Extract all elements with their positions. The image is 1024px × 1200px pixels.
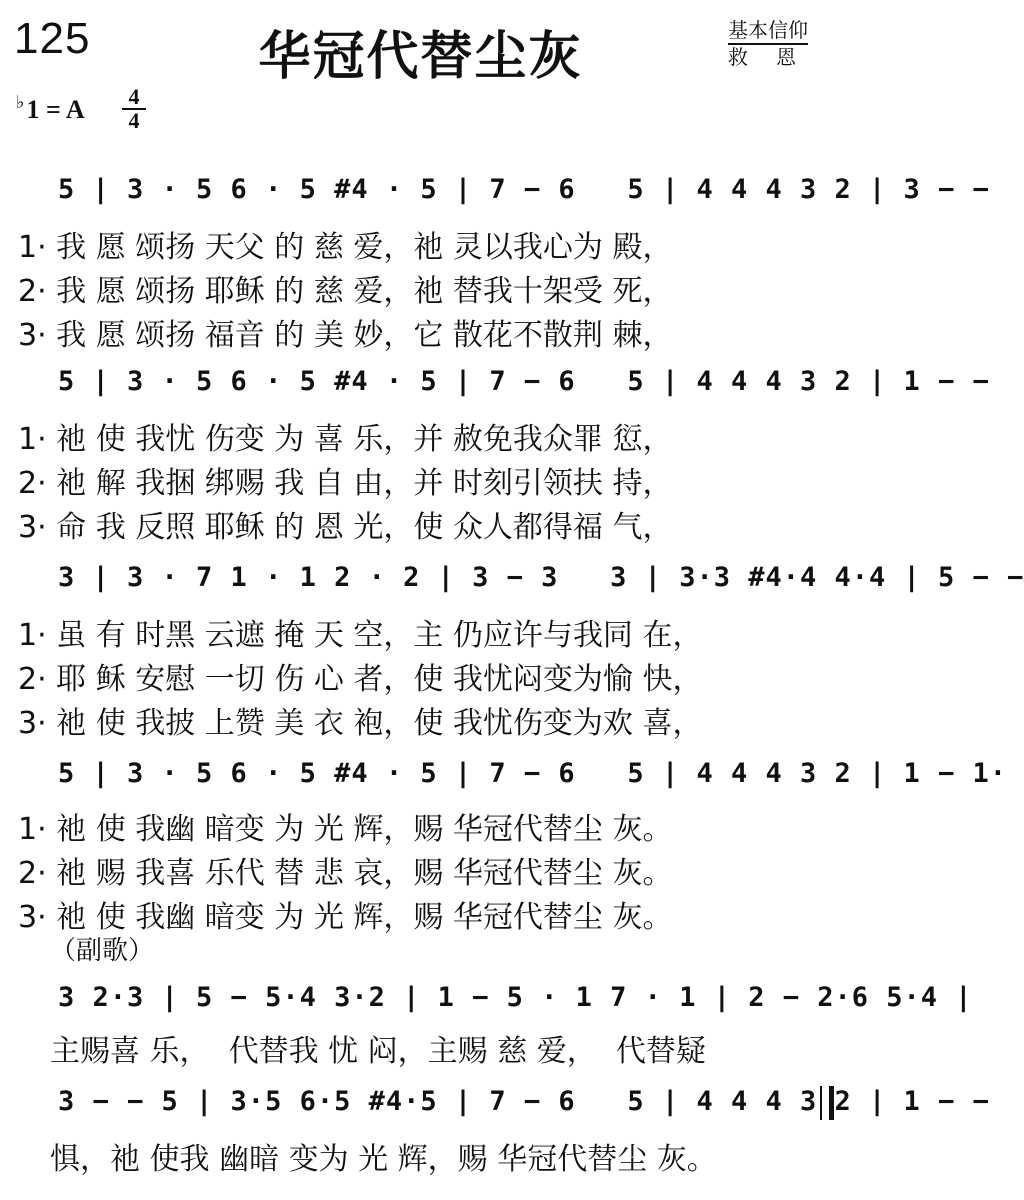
chorus-label: （副歌）	[50, 936, 155, 966]
chorus-notation-line: 3 2·3 | 5 − 5·4 3·2 | 1 − 5 · 1 7 · 1 | 2 − 2·6 5·4 |	[58, 982, 973, 1013]
lyric-line: 2· 祂 解 我捆 绑赐 我 自 由，并 时刻引领扶 持，	[18, 466, 673, 501]
lyric-line: 3· 祂 使 我幽 暗变 为 光 辉，赐 华冠代替尘 灰。	[18, 900, 673, 935]
chorus-lyric-line: 惧，祂 使我 幽暗 变为 光 辉，赐 华冠代替尘 灰。	[50, 1142, 717, 1177]
lyric-line: 3· 我 愿 颂扬 福音 的 美 妙，它 散花不散荆 棘，	[18, 318, 673, 353]
lyric-line: 3· 命 我 反照 耶稣 的 恩 光，使 众人都得福 气，	[18, 510, 673, 545]
category-line-1: 基本信仰	[728, 18, 808, 45]
lyric-line: 2· 祂 赐 我喜 乐代 替 悲 哀，赐 华冠代替尘 灰。	[18, 856, 673, 891]
notation-line: 5 | 3 · 5 6 · 5 #4 · 5 | 7 − 6 5 | 4 4 4 3 2 | 3 − −	[58, 174, 990, 205]
notation-line: 5 | 3 · 5 6 · 5 #4 · 5 | 7 − 6 5 | 4 4 4 3 2 | 1 − −	[58, 366, 990, 397]
key-text: 1 = A	[26, 95, 85, 124]
chorus-notation-line: 3 − − 5 | 3·5 6·5 #4·5 | 7 − 6 5 | 4 4 4 3 2 | 1 − −	[58, 1086, 990, 1117]
final-double-barline	[820, 1086, 834, 1120]
flat-sign: ♭	[16, 92, 25, 112]
time-signature	[122, 86, 146, 132]
lyric-line: 2· 耶 稣 安慰 一切 伤 心 者，使 我忧闷变为愉 快，	[18, 662, 703, 697]
key-signature	[16, 92, 85, 125]
hymn-title: 华冠代替尘灰	[258, 27, 583, 87]
notation-line: 5 | 3 · 5 6 · 5 #4 · 5 | 7 − 6 5 | 4 4 4 3 2 | 1 − 1·	[58, 758, 1008, 789]
chorus-lyric-line: 主赐喜 乐， 代替我 忧 闷，主赐 慈 爱， 代替疑	[50, 1034, 706, 1069]
category-line-2: 救恩	[728, 45, 824, 69]
lyric-line: 1· 虽 有 时黑 云遮 掩 天 空，主 仍应许与我同 在，	[18, 618, 703, 653]
meter-bottom: 4	[128, 108, 140, 133]
notation-line: 3 | 3 · 7 1 · 1 2 · 2 | 3 − 3 3 | 3·3 #4·4 4·4 | 5 − −	[58, 562, 1024, 593]
hymn-number: 125	[14, 14, 91, 63]
lyric-line: 1· 祂 使 我幽 暗变 为 光 辉，赐 华冠代替尘 灰。	[18, 812, 673, 847]
lyric-line: 2· 我 愿 颂扬 耶稣 的 慈 爱，祂 替我十架受 死，	[18, 274, 673, 309]
lyric-line: 1· 祂 使 我忧 伤变 为 喜 乐，并 赦免我众罪 愆，	[18, 422, 673, 457]
lyric-line: 3· 祂 使 我披 上赞 美 衣 袍，使 我忧伤变为欢 喜，	[18, 706, 703, 741]
lyric-line: 1· 我 愿 颂扬 天父 的 慈 爱，祂 灵以我心为 殿，	[18, 230, 673, 265]
category-block	[728, 18, 824, 69]
meter-top: 4	[122, 86, 146, 110]
